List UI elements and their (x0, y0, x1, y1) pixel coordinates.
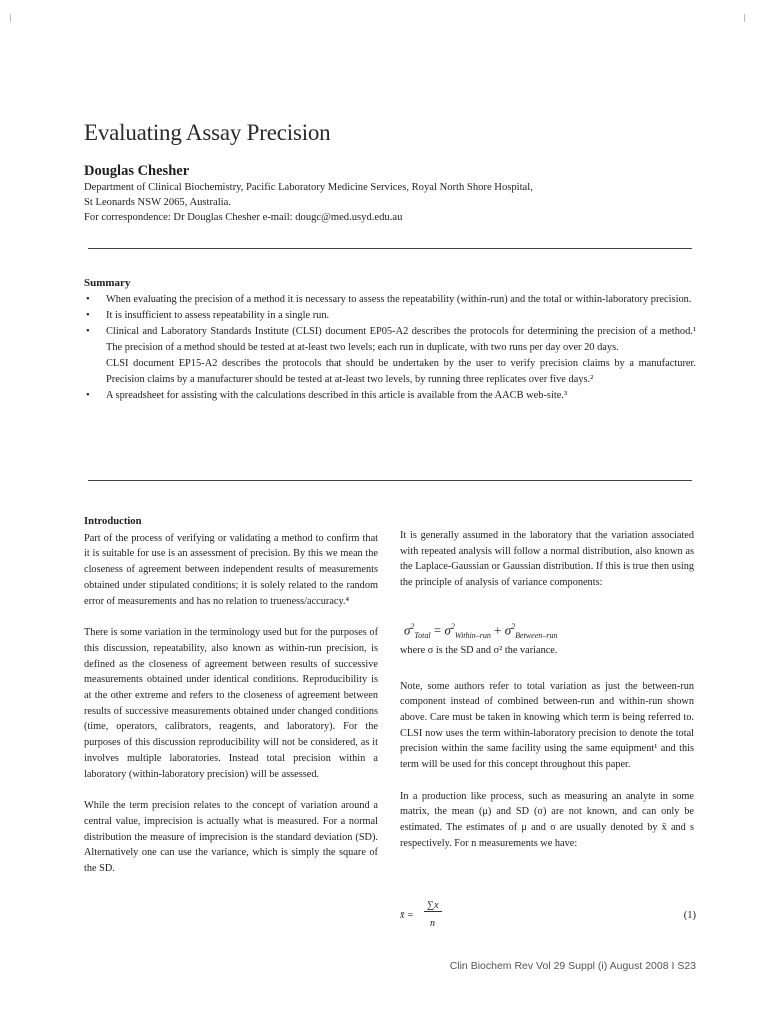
summary-heading: Summary (84, 277, 131, 289)
eq-denominator: n (430, 918, 435, 929)
summary-bullet: • It is insufficient to assess repeatability in a single run. (84, 308, 696, 324)
summary-bullet: • When evaluating the precision of a method it is necessary to assess the repeatability (within-run) and the total or within-laboratory precision. (84, 292, 696, 308)
summary-bullet: • A spreadsheet for assisting with the calculations described in this article is available from the AACB web-site.³ (84, 388, 696, 404)
eq-exponent: 2 (410, 622, 415, 631)
eq-symbol: σ (404, 622, 411, 638)
affiliation-line: St Leonards NSW 2065, Australia. (84, 197, 231, 208)
eq-symbol: σ (504, 622, 512, 638)
equation-number: (1) (683, 910, 696, 921)
summary-bullet: • Clinical and Laboratory Standards Institute (CLSI) document EP05-A2 describes the protocols for determining the precision of a method.¹ The precision of a method should be tested at at-least two levels; each run in duplicate, with two runs per day over 20 days. (84, 324, 696, 356)
correspondence-line: For correspondence: Dr Douglas Chesher e-mail: dougc@med.usyd.edu.au (84, 212, 403, 223)
eq-exponent: 2 (450, 622, 455, 631)
section-heading-introduction: Introduction (84, 516, 142, 527)
body-paragraph: In a production like process, such as measuring an analyte in some matrix, the mean (μ) and SD (σ) are not known, and can only be estimated. The estimates of μ and σ are usually denoted by x̄ and s respectively. For n measurements we have: (400, 790, 694, 849)
summary-list (84, 292, 696, 404)
body-paragraph: There is some variation in the terminology used but for the purposes of this discussion, repeatability, also known as within-run precision, is defined as the closeness of agreement between results of successive measurements obtained under identical conditions. Reproducibility is at the other extreme and refers to the closeness of agreement between results of successive measurements obtained under changed conditions (time, operators, calibrators, reagents, and laboratory). For the purposes of this discussion reproducibility will not be considered, as it involves multiple laboratories. Instead total precision within a laboratory (within-laboratory precision) will be assessed. (84, 627, 378, 780)
affiliation-line: Department of Clinical Biochemistry, Pacific Laboratory Medicine Services, Royal North Shore Hospital, (84, 182, 533, 193)
paper-title: Evaluating Assay Precision (84, 120, 331, 145)
eq-subscript: Within–run (454, 630, 491, 640)
body-paragraph: It is generally assumed in the laboratory that the variation associated with repeated analysis will follow a normal distribution, also known as the Laplace-Gaussian or Gaussian distribution. If this is true then using the principle of analysis of variance components: (400, 530, 694, 589)
author-name: Douglas Chesher (84, 163, 190, 179)
summary-bullet-continuation: CLSI document EP15-A2 describes the protocols that should be undertaken by the user to verify precision claims by a manufacturer. Precision claims by a manufacturer should be tested at at-least two levels, by running three replicates over five days.² (106, 358, 696, 385)
body-paragraph: Part of the process of verifying or validating a method to confirm that it is suitable for use is an assessment of precision. By this we mean the closeness of agreement between independent results of measurements obtained under stipulated conditions; it is solely related to the random error of measurements and has no relation to trueness/accuracy.⁴ (84, 532, 378, 607)
eq-subscript: Between–run (515, 630, 558, 640)
body-paragraph: Note, some authors refer to total variation as just the between-run component instead of combined between-run and within-run shown above. Care must be taken in knowing which term is being referred to. CLSI now uses the term within-laboratory precision to denote the total precision within the same facility using the same equipment¹ and this term will be used for this concept throughout this paper. (400, 680, 694, 771)
eq-numerator: ∑x (424, 900, 442, 912)
eq-subscript: Total (414, 630, 431, 640)
page-footer: Clin Biochem Rev Vol 29 Suppl (i) August 2008 I S23 (449, 960, 696, 972)
scan-mark (744, 14, 745, 22)
left-column (84, 514, 378, 893)
eq-operator: + (494, 622, 502, 638)
body-paragraph: While the term precision relates to the concept of variation around a central value, imprecision is actually what is measured. For a normal distribution the measure of imprecision is the standard deviation (SD). Alternatively one can use the variance, which is simply the square of the SD. (84, 800, 378, 875)
body-paragraph: where σ is the SD and σ² the variance. (400, 644, 558, 656)
divider-rule (88, 480, 692, 481)
author-affiliation (84, 180, 704, 225)
eq-operator: = (433, 622, 442, 638)
mean-equation (400, 900, 696, 934)
eq-lhs: x̄ = (400, 910, 414, 921)
scan-mark (10, 14, 11, 22)
variance-equation (404, 622, 557, 640)
divider-rule (88, 248, 692, 249)
eq-exponent: 2 (511, 622, 516, 631)
right-column (400, 528, 694, 868)
eq-symbol: σ (444, 622, 451, 638)
